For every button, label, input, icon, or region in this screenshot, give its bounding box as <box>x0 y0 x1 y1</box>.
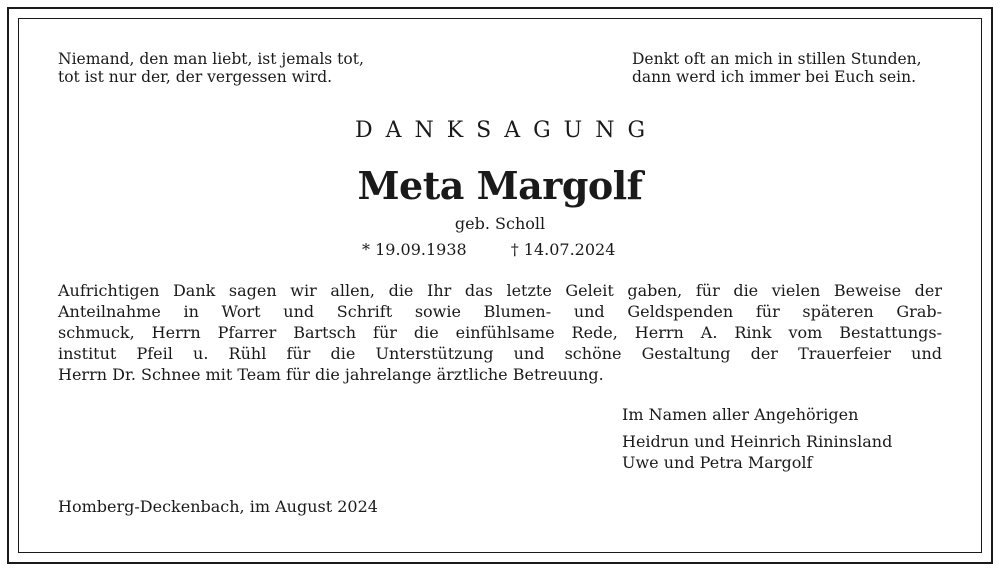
heading-danksagung: DANKSAGUNG <box>354 118 659 143</box>
quote-left: Niemand, den man liebt, ist jemals tot, tot ist nur der, der vergessen wird. <box>58 50 364 86</box>
quote-right: Denkt oft an mich in stillen Stunden, dann werd ich immer bei Euch sein. <box>632 50 922 86</box>
body-line: Anteilnahme in Wort und Schrift sowie Blumen- und Geldspenden für späteren Grab- <box>58 302 942 321</box>
signatory: Heidrun und Heinrich Rininsland <box>622 432 893 451</box>
body-line: Herrn Dr. Schnee mit Team für die jahrelange ärztliche Betreuung. <box>58 365 604 384</box>
signoff-intro: Im Namen aller Angehörigen <box>622 405 859 424</box>
body-line: institut Pfeil u. Rühl für die Unterstützung und schöne Gestaltung der Trauerfeier und <box>58 344 942 363</box>
place-and-date: Homberg-Deckenbach, im August 2024 <box>58 497 378 516</box>
maiden-name: geb. Scholl <box>454 214 546 233</box>
death-date: † 14.07.2024 <box>510 240 616 259</box>
signoff-block <box>622 404 892 473</box>
birth-date: * 19.09.1938 <box>362 240 467 259</box>
deceased-name: Meta Margolf <box>357 163 643 208</box>
signatory: Uwe und Petra Margolf <box>622 453 813 472</box>
body-line: Aufrichtigen Dank sagen wir allen, die Ihr das letzte Geleit gaben, für die vielen Beweise der <box>58 281 942 300</box>
body-line: schmuck, Herrn Pfarrer Bartsch für die einfühlsame Rede, Herrn A. Rink vom Bestattungs- <box>58 323 942 342</box>
thank-you-text <box>58 280 942 385</box>
life-dates <box>362 240 615 259</box>
